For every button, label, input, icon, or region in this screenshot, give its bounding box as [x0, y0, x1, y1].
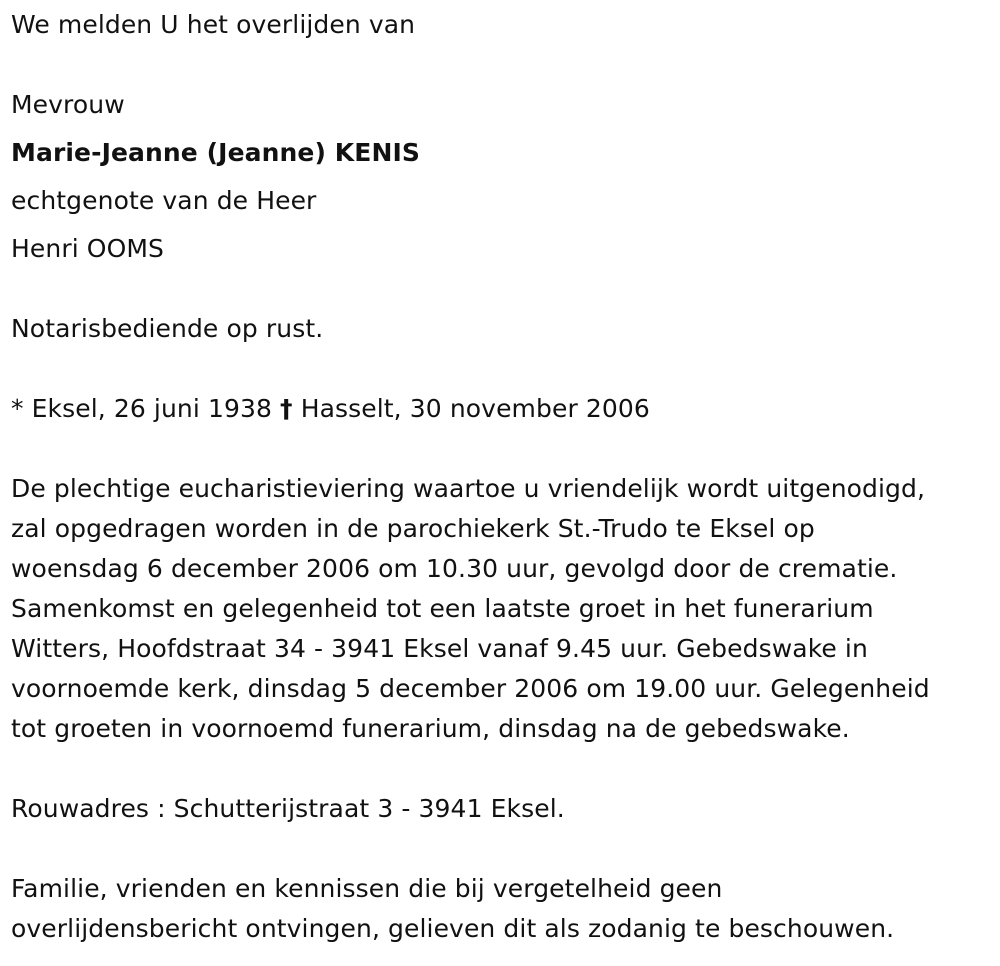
ceremony-line: Witters, Hoofdstraat 34 - 3941 Eksel vanaf 9.45 uur. Gebedswake in [11, 634, 868, 663]
closing-line: Familie, vrienden en kennissen die bij vergetelheid geen [11, 874, 723, 903]
title-text: Mevrouw [11, 90, 125, 119]
ceremony-line: zal opgedragen worden in de parochiekerk St.-Trudo te Eksel op [11, 514, 815, 543]
ceremony-line: De plechtige eucharistieviering waartoe u vriendelijk wordt uitgenodigd, [11, 474, 926, 503]
closing-line: overlijdensbericht ontvingen, gelieven dit als zodanig te beschouwen. [11, 914, 895, 943]
death-text: Hasselt, 30 november 2006 [300, 394, 650, 423]
ceremony-line: Samenkomst en gelegenheid tot een laatste groet in het funerarium [11, 594, 874, 623]
ceremony-line: voornoemde kerk, dinsdag 5 december 2006 om 19.00 uur. Gelegenheid [11, 674, 930, 703]
birth-death-line [11, 394, 650, 424]
intro-text: We melden U het overlijden van [11, 10, 416, 39]
ceremony-line: tot groeten in voornoemd funerarium, dinsdag na de gebedswake. [11, 714, 850, 743]
cross-icon: † [280, 394, 293, 423]
occupation-text: Notarisbediende op rust. [11, 314, 324, 343]
ceremony-line: woensdag 6 december 2006 om 10.30 uur, gevolgd door de crematie. [11, 554, 898, 583]
deceased-name: Marie-Jeanne (Jeanne) KENIS [11, 138, 420, 167]
birth-text: * Eksel, 26 juni 1938 [11, 394, 272, 423]
mourning-address: Rouwadres : Schutterijstraat 3 - 3941 Eksel. [11, 794, 565, 823]
spouse-label: echtgenote van de Heer [11, 186, 317, 215]
spouse-name: Henri OOMS [11, 234, 164, 263]
